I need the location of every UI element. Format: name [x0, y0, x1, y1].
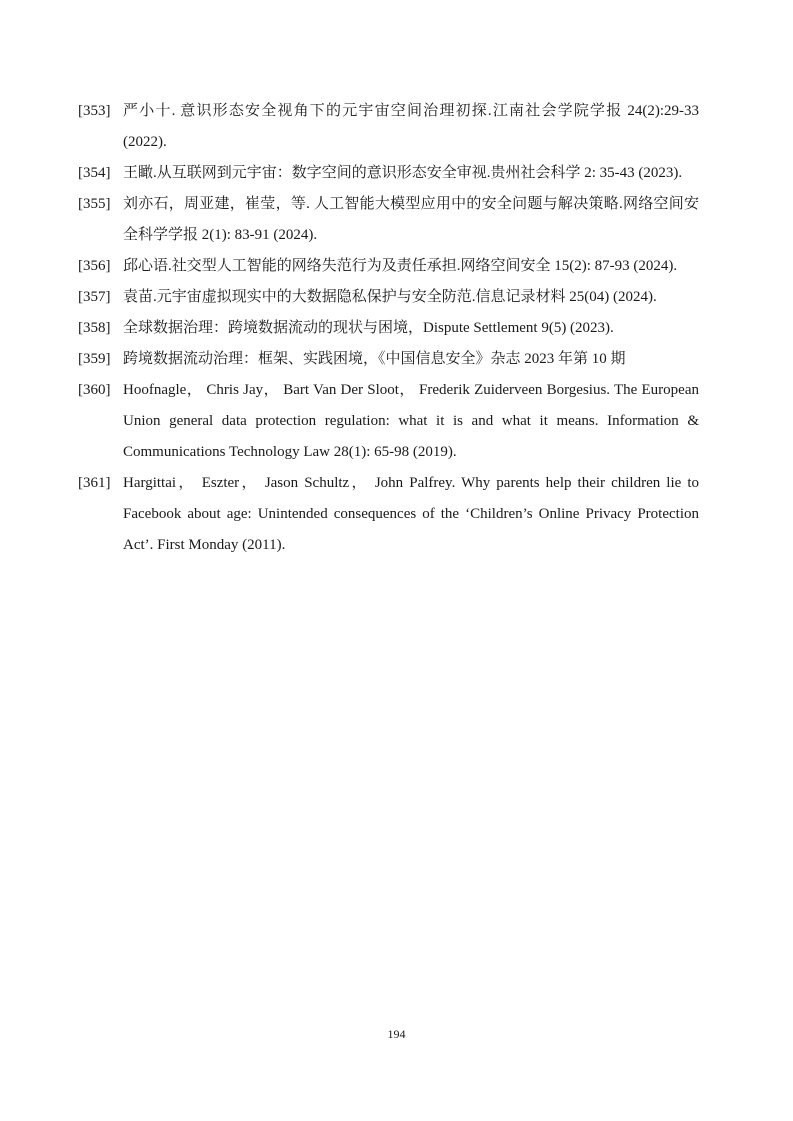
reference-text: Hargittai， Eszter， Jason Schultz， John Palfrey. Why parents help their children lie to Facebook about age: Unintended consequences of the ‘Children’s Online Privacy Protection Act’. First Monday (2011).	[123, 475, 699, 553]
reference-text: 袁苗.元宇宙虚拟现实中的大数据隐私保护与安全防范.信息记录材料 25(04) (2024).	[123, 289, 657, 305]
reference-number: [356]	[78, 258, 111, 274]
reference-text: 邱心语.社交型人工智能的网络失范行为及责任承担.网络空间安全 15(2): 87-93 (2024).	[123, 258, 678, 274]
reference-item	[78, 375, 699, 468]
reference-number: [360]	[78, 382, 111, 398]
reference-item	[78, 344, 699, 375]
reference-item	[78, 189, 699, 251]
reference-list	[78, 96, 699, 561]
reference-item	[78, 282, 699, 313]
reference-text: Hoofnagle， Chris Jay， Bart Van Der Sloot， Frederik Zuiderveen Borgesius. The European Union general data protection regulation: what it is and what it means. Information & Communications Technology Law 28(1): 65-98 (2019).	[123, 382, 699, 460]
reference-text: 跨境数据流动治理：框架、实践困境，《中国信息安全》杂志 2023 年第 10 期	[123, 351, 626, 367]
reference-item	[78, 313, 699, 344]
reference-number: [361]	[78, 475, 111, 491]
reference-number: [359]	[78, 351, 111, 367]
reference-number: [353]	[78, 103, 111, 119]
reference-text: 王瞰.从互联网到元宇宙：数字空间的意识形态安全审视.贵州社会科学 2: 35-43 (2023).	[123, 165, 683, 181]
reference-item	[78, 96, 699, 158]
reference-number: [354]	[78, 165, 111, 181]
reference-item	[78, 158, 699, 189]
reference-number: [358]	[78, 320, 111, 336]
reference-text: 严小十. 意识形态安全视角下的元宇宙空间治理初探.江南社会学院学报 24(2):29-33 (2022).	[123, 103, 699, 150]
reference-item	[78, 251, 699, 282]
reference-text: 刘亦石，周亚建，崔莹，等. 人工智能大模型应用中的安全问题与解决策略.网络空间安全科学学报 2(1): 83-91 (2024).	[123, 196, 699, 243]
reference-number: [355]	[78, 196, 111, 212]
reference-number: [357]	[78, 289, 111, 305]
reference-item	[78, 468, 699, 561]
reference-text: 全球数据治理：跨境数据流动的现状与困境，Dispute Settlement 9(5) (2023).	[123, 320, 614, 336]
page-number: 194	[387, 1027, 406, 1041]
